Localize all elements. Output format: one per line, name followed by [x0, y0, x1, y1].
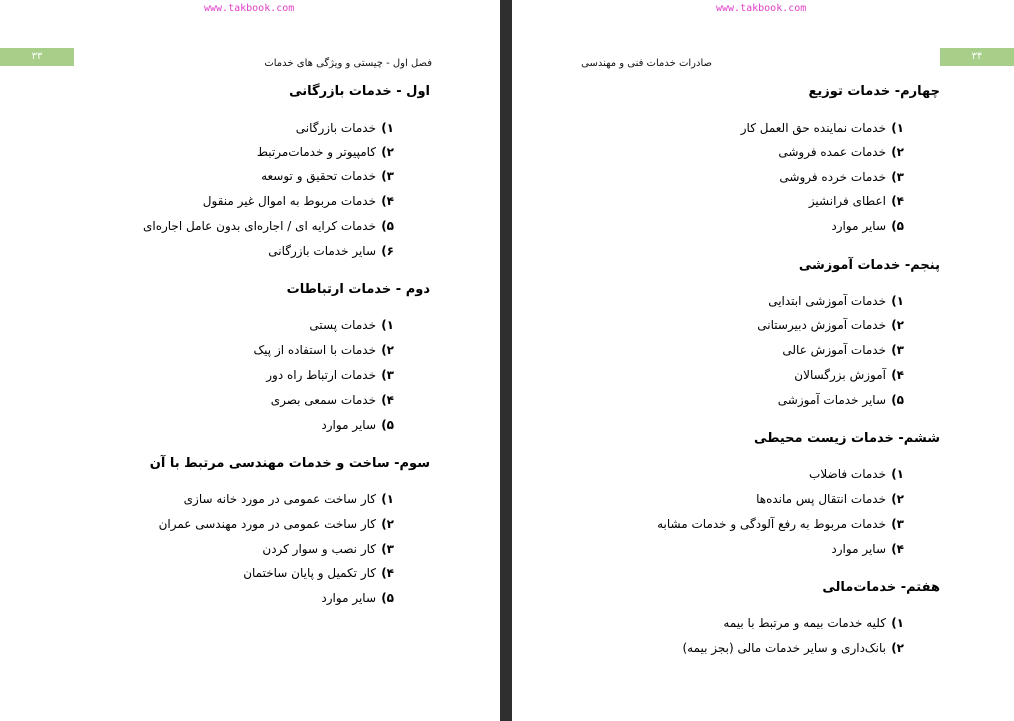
list-item: ۳)خدمات خرده فروشی: [779, 170, 904, 184]
list-item: ۱)خدمات آموزشی ابتدایی: [768, 294, 904, 308]
list-item: ۱)خدمات نماینده حق العمل کار: [740, 121, 904, 135]
section-title: چهارم- خدمات توزیع: [808, 84, 940, 99]
list-item: ۳)خدمات آموزش عالی: [782, 343, 904, 357]
list-item: ۳)خدمات مربوط به رفع آلودگی و خدمات مشابه: [657, 517, 904, 531]
section-title: دوم - خدمات ارتباطات: [286, 282, 430, 297]
list-item: ۲)خدمات آموزش دبیرستانی: [757, 318, 904, 332]
list-item: ۴)کار تکمیل و پایان ساختمان: [243, 566, 394, 580]
list-item: ۴)آموزش بزرگسالان: [794, 368, 904, 382]
section-title: سوم- ساخت و خدمات مهندسی مرتبط با آن: [149, 456, 430, 471]
watermark: www.takbook.com: [204, 3, 295, 14]
section-title: پنجم- خدمات آموزشی: [798, 258, 940, 273]
section-title: اول - خدمات بازرگانی: [289, 84, 430, 99]
section-title: ششم- خدمات زیست محیطی: [754, 431, 940, 446]
list-item: ۴)اعطای فرانشیز: [808, 194, 904, 208]
list-item: ۲)خدمات انتقال پس مانده‌ها: [756, 492, 904, 506]
page-header: فصل اول - چیستی و ویژگی های خدمات: [264, 58, 432, 69]
list-item: ۳)خدمات تحقیق و توسعه: [261, 169, 394, 183]
list-item: ۵)سایر موارد: [321, 591, 394, 605]
watermark: www.takbook.com: [716, 3, 807, 14]
list-item: ۱)خدمات پستی: [309, 318, 394, 332]
list-item: ۱)خدمات بازرگانی: [295, 121, 394, 135]
list-item: ۱)خدمات فاضلاب: [809, 467, 904, 481]
list-item: ۱)کلیه خدمات بیمه و مرتبط با بیمه: [723, 616, 904, 630]
list-item: ۵)خدمات کرایه ای / اجاره‌ای بدون عامل اجاره‌ای: [142, 219, 394, 233]
list-item: ۲)کار ساخت عمومی در مورد مهندسی عمران: [158, 517, 394, 531]
page-number: ۳۳: [0, 48, 74, 66]
page-gutter: [500, 0, 512, 721]
list-item: ۶)سایر خدمات بازرگانی: [268, 244, 394, 258]
list-item: ۱)کار ساخت عمومی در مورد خانه سازی: [183, 492, 394, 506]
section-title: هفتم- خدمات‌مالی: [822, 580, 940, 595]
list-item: ۵)سایر موارد: [321, 418, 394, 432]
list-item: ۴)سایر موارد: [831, 542, 904, 556]
list-item: ۴)خدمات مربوط به اموال غیر منقول: [202, 194, 394, 208]
page-left[interactable]: [0, 0, 500, 721]
page-right[interactable]: [512, 0, 1014, 721]
list-item: ۲)خدمات عمده فروشی: [778, 145, 904, 159]
list-item: ۳)کار نصب و سوار کردن: [262, 542, 394, 556]
list-item: ۲)خدمات با استفاده از پیک: [253, 343, 394, 357]
list-item: ۵)سایر خدمات آموزشی: [777, 393, 904, 407]
list-item: ۲)کامپیوتر و خدمات‌مرتبط: [256, 145, 394, 159]
list-item: ۲)بانک‌داری و سایر خدمات مالی (بجز بیمه): [682, 641, 904, 655]
page-header: صادرات خدمات فنی و مهندسی: [581, 58, 712, 69]
list-item: ۵)سایر موارد: [831, 219, 904, 233]
list-item: ۳)خدمات ارتباط راه دور: [266, 368, 394, 382]
list-item: ۴)خدمات سمعی بصری: [270, 393, 394, 407]
page-number: ۳۴: [940, 48, 1014, 66]
